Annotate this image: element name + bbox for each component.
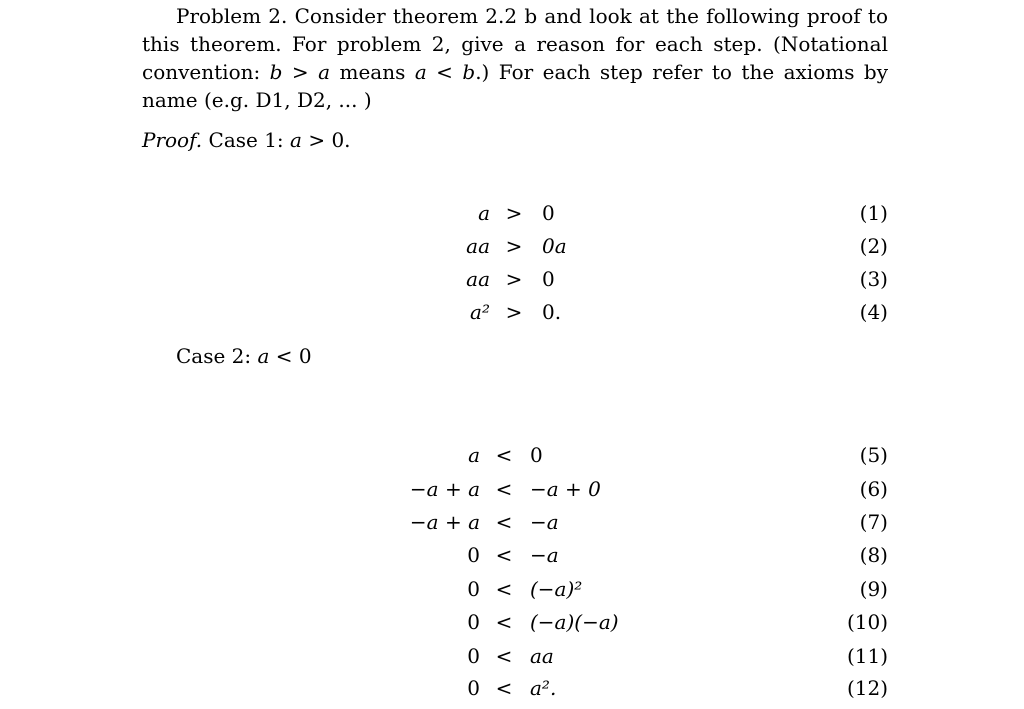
eq-lhs: −a + a (409, 477, 480, 501)
eq-number: (11) (846, 644, 888, 668)
eq-number: (8) (859, 543, 888, 567)
case2-cond-var: a (257, 344, 270, 368)
eq-lhs: a² (470, 300, 490, 324)
conv-means: means (330, 60, 415, 84)
conv-lt: < (426, 60, 463, 84)
eq-relation: < (495, 644, 513, 668)
equation-row (0, 607, 1024, 637)
eq-rhs: 0 (542, 201, 555, 225)
problem-statement (142, 2, 888, 114)
equation-row (0, 474, 1024, 504)
eq-rhs: (−a)(−a) (530, 610, 619, 634)
eq-relation: > (505, 300, 523, 324)
eq-relation: < (495, 577, 513, 601)
equation-row (0, 574, 1024, 604)
eq-rhs: −a + 0 (530, 477, 601, 501)
eq-lhs: aa (466, 267, 490, 291)
case1-label: Case 1: (208, 128, 284, 152)
eq-number: (12) (846, 676, 888, 700)
eq-lhs: a (468, 443, 480, 467)
eq-relation: > (505, 267, 523, 291)
equation-row (0, 507, 1024, 537)
equation-row (0, 540, 1024, 570)
case1-cond-var: a (290, 128, 302, 152)
conv-var-b2: b (462, 60, 476, 84)
eq-rhs: 0. (542, 300, 562, 324)
eq-lhs: 0 (467, 644, 480, 668)
conv-var-a: a (318, 60, 331, 84)
eq-relation: < (495, 543, 513, 567)
eq-number: (7) (859, 510, 888, 534)
equation-row (0, 641, 1024, 671)
eq-lhs: aa (466, 234, 490, 258)
case2-label: Case 2: (176, 344, 252, 368)
conv-gt: > (282, 60, 319, 84)
case2-heading (176, 342, 312, 370)
conv-var-a2: a (414, 60, 427, 84)
proof-case1-heading (142, 126, 351, 154)
eq-relation: < (495, 443, 513, 467)
problem-text-2: .) For each step refer to the axioms by name (e.g. D1, D2, ... ) (142, 60, 889, 112)
eq-number: (5) (859, 443, 888, 467)
equation-row (0, 297, 1024, 327)
proof-label: Proof. (142, 128, 203, 152)
eq-lhs: 0 (467, 577, 480, 601)
problem-text-1: Consider theorem 2.2 b and look at the following proof to this theorem. For problem 2, give a reason for each step. (Notational convention: (142, 4, 889, 84)
eq-lhs: 0 (467, 543, 480, 567)
conv-var-b: b (269, 60, 283, 84)
case1-cond-rest: > 0. (301, 128, 351, 152)
eq-relation: > (505, 201, 523, 225)
eq-lhs: 0 (467, 610, 480, 634)
eq-number: (3) (859, 267, 888, 291)
eq-number: (10) (846, 610, 888, 634)
eq-relation: < (495, 477, 513, 501)
problem-title: Problem 2. (176, 4, 288, 28)
eq-lhs: −a + a (409, 510, 480, 534)
eq-rhs: −a (530, 543, 559, 567)
eq-number: (1) (859, 201, 888, 225)
eq-relation: < (495, 510, 513, 534)
equation-row (0, 264, 1024, 294)
equation-row (0, 673, 1024, 703)
eq-rhs: −a (530, 510, 559, 534)
eq-rhs: 0a (542, 234, 567, 258)
eq-rhs: 0 (530, 443, 543, 467)
equation-row (0, 440, 1024, 470)
equation-row (0, 231, 1024, 261)
eq-number: (2) (859, 234, 888, 258)
eq-number: (9) (859, 577, 888, 601)
equation-row (0, 198, 1024, 228)
eq-relation: > (505, 234, 523, 258)
eq-rhs: (−a)² (530, 577, 583, 601)
eq-rhs: 0 (542, 267, 555, 291)
eq-relation: < (495, 676, 513, 700)
eq-rhs: a². (530, 676, 557, 700)
eq-lhs: a (478, 201, 490, 225)
eq-lhs: 0 (467, 676, 480, 700)
eq-number: (4) (859, 300, 888, 324)
eq-relation: < (495, 610, 513, 634)
case2-cond-rest: < 0 (269, 344, 312, 368)
eq-number: (6) (859, 477, 888, 501)
eq-rhs: aa (530, 644, 554, 668)
